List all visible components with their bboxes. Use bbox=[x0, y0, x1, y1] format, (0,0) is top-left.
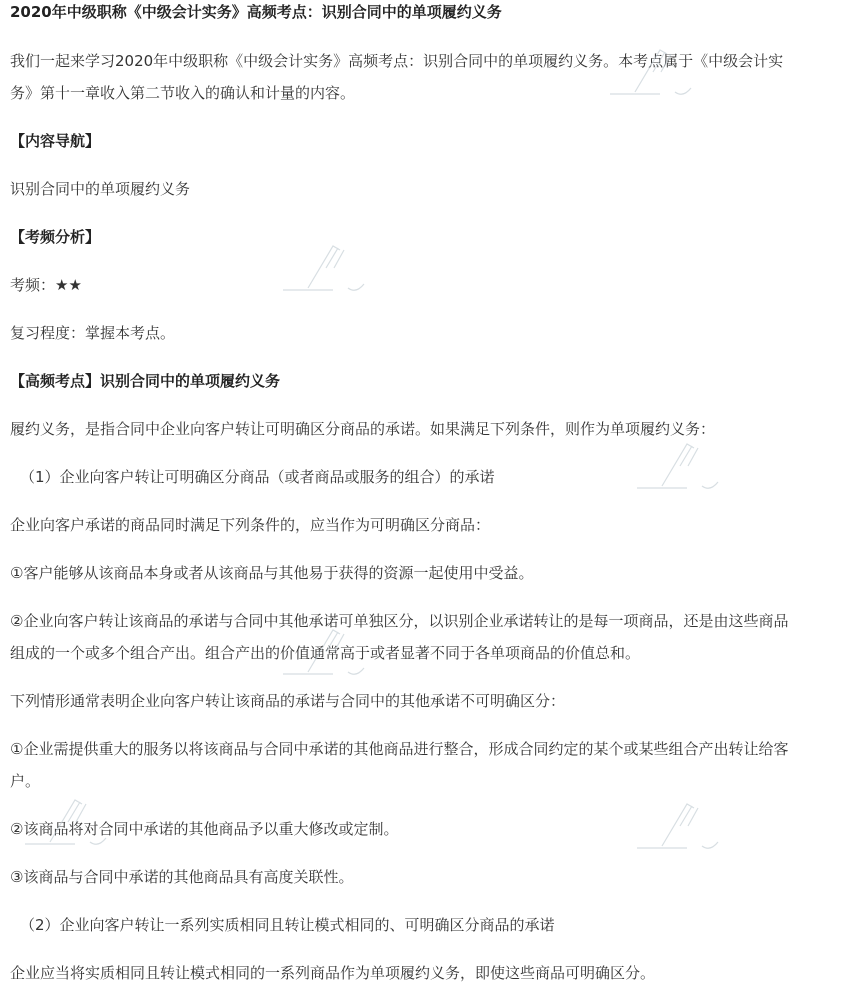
intro-line-1: 我们一起来学习2020年中级职称《中级会计实务》高频考点：识别合同中的单项履约义务。本考点属于《中级会计实 bbox=[10, 52, 784, 70]
freq-text: 考频：★★ bbox=[10, 276, 82, 294]
not-distinct-item-1-line-2: 户。 bbox=[10, 772, 41, 790]
condition-1: （1）企业向客户转让可明确区分商品（或者商品或服务的组合）的承诺 bbox=[20, 468, 495, 486]
review-text: 复习程度：掌握本考点。 bbox=[10, 324, 176, 342]
watermark-icon bbox=[278, 622, 368, 682]
condition-1-item-2-line-2: 组成的一个或多个组合产出。组合产出的价值通常高于或者显著不同于各单项商品的价值总和。 bbox=[10, 644, 641, 662]
definition-text: 履约义务，是指合同中企业向客户转让可明确区分商品的承诺。如果满足下列条件，则作为单项履约义务： bbox=[10, 420, 716, 438]
not-distinct-item-3: ③该商品与合同中承诺的其他商品具有高度关联性。 bbox=[10, 868, 354, 886]
not-distinct-intro: 下列情形通常表明企业向客户转让该商品的承诺与合同中的其他承诺不可明确区分： bbox=[10, 692, 566, 710]
condition-2: （2）企业向客户转让一系列实质相同且转让模式相同的、可明确区分商品的承诺 bbox=[20, 916, 555, 934]
condition-1-item-2-line-1: ②企业向客户转让该商品的承诺与合同中其他承诺可单独区分，以识别企业承诺转让的是每一项商品，还是由这些商品 bbox=[10, 612, 789, 630]
watermark-icon bbox=[20, 792, 110, 852]
condition-1-item-1: ①客户能够从该商品本身或者从该商品与其他易于获得的资源一起使用中受益。 bbox=[10, 564, 534, 582]
condition-1-intro: 企业向客户承诺的商品同时满足下列条件的，应当作为可明确区分商品： bbox=[10, 516, 491, 534]
condition-2-text: 企业应当将实质相同且转让模式相同的一系列商品作为单项履约义务，即使这些商品可明确区分。 bbox=[10, 964, 656, 982]
intro-line-2: 务》第十一章收入第二节收入的确认和计量的内容。 bbox=[10, 84, 356, 102]
nav-text: 识别合同中的单项履约义务 bbox=[10, 180, 191, 198]
nav-heading: 【内容导航】 bbox=[10, 132, 101, 150]
watermark-icon bbox=[278, 238, 368, 298]
topic-heading: 【高频考点】识别合同中的单项履约义务 bbox=[10, 372, 281, 390]
freq-heading: 【考频分析】 bbox=[10, 228, 101, 246]
not-distinct-item-2: ②该商品将对合同中承诺的其他商品予以重大修改或定制。 bbox=[10, 820, 399, 838]
article-title: 2020年中级职称《中级会计实务》高频考点：识别合同中的单项履约义务 bbox=[10, 3, 502, 21]
not-distinct-item-1-line-1: ①企业需提供重大的服务以将该商品与合同中承诺的其他商品进行整合，形成合同约定的某个或某些组合产出转让给客 bbox=[10, 740, 789, 758]
watermark-icon bbox=[632, 436, 722, 496]
watermark-icon bbox=[632, 796, 722, 856]
watermark-icon bbox=[605, 42, 695, 102]
